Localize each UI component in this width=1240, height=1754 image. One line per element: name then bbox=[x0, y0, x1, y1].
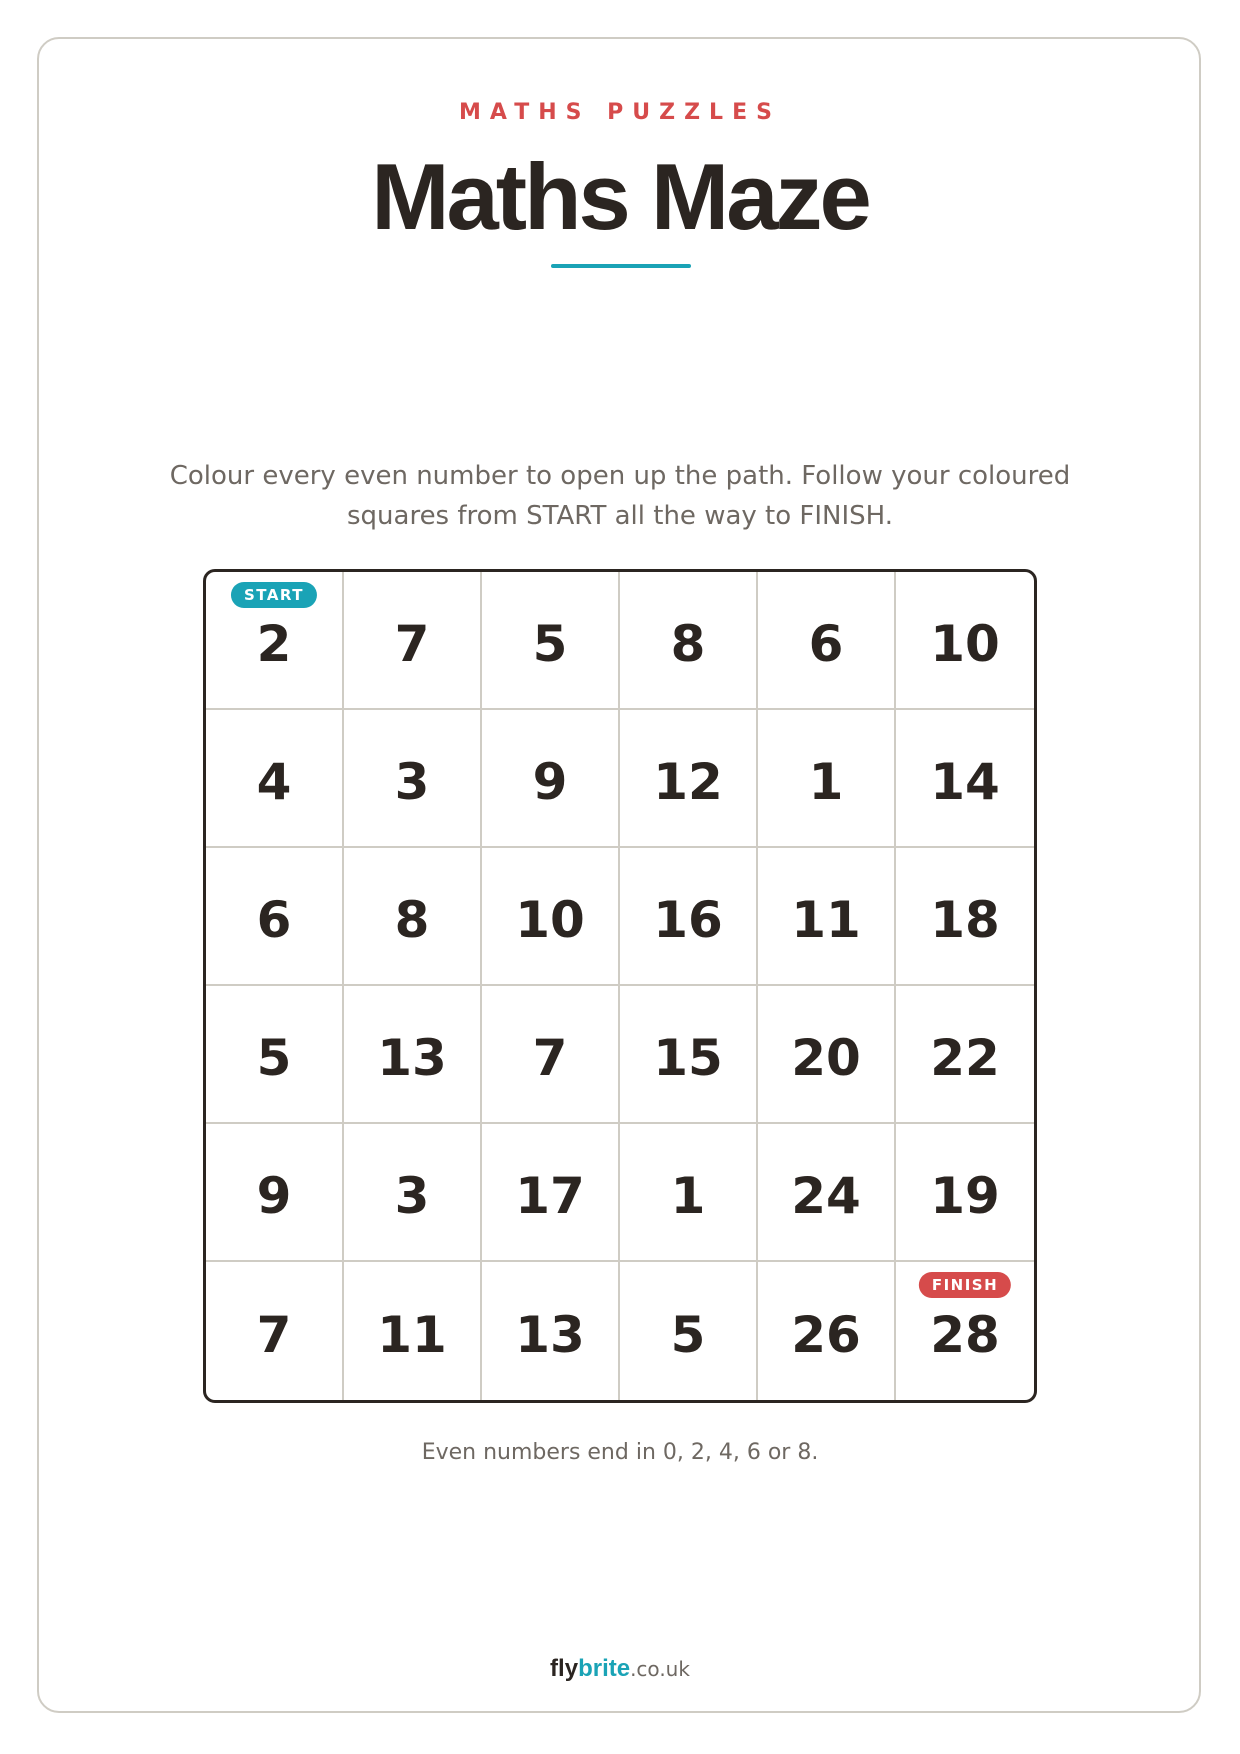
maze-cell[interactable] bbox=[896, 710, 1034, 848]
maze-cell[interactable] bbox=[896, 1262, 1034, 1400]
maze-cell[interactable] bbox=[482, 710, 620, 848]
maze-cell-number: 9 bbox=[532, 753, 568, 811]
instructions-line-1: Colour every even number to open up the path. Follow your coloured bbox=[169, 461, 1071, 491]
maze-cell-number: 11 bbox=[791, 891, 861, 949]
maze-cell-number: 12 bbox=[653, 753, 723, 811]
finish-badge: FINISH bbox=[919, 1272, 1011, 1298]
page-title: Maths Maze bbox=[371, 144, 869, 249]
brand-logo bbox=[0, 1655, 1240, 1683]
maze-cell[interactable] bbox=[620, 1262, 758, 1400]
maze-cell[interactable] bbox=[206, 1124, 344, 1262]
maze-cell-number: 6 bbox=[256, 891, 292, 949]
maze-cell-number: 10 bbox=[515, 891, 585, 949]
maze-cell[interactable] bbox=[620, 986, 758, 1124]
maze-cell[interactable] bbox=[896, 572, 1034, 710]
maze-cell-number: 13 bbox=[377, 1029, 447, 1087]
maze-cell[interactable] bbox=[758, 1124, 896, 1262]
maze-cell-number: 6 bbox=[808, 615, 844, 673]
maze-cell[interactable] bbox=[620, 848, 758, 986]
maze-cell-number: 5 bbox=[256, 1029, 292, 1087]
maze-cell[interactable] bbox=[344, 710, 482, 848]
maze-cell-number: 22 bbox=[930, 1029, 1000, 1087]
maze-cell[interactable] bbox=[344, 986, 482, 1124]
maze-cell[interactable] bbox=[482, 986, 620, 1124]
maze-cell-number: 18 bbox=[930, 891, 1000, 949]
maze-cell[interactable] bbox=[206, 848, 344, 986]
maze-cell-number: 13 bbox=[515, 1306, 585, 1364]
maze-cell[interactable] bbox=[620, 710, 758, 848]
maze-cell-number: 7 bbox=[532, 1029, 568, 1087]
maze-cell[interactable] bbox=[620, 572, 758, 710]
maze-cell[interactable] bbox=[896, 986, 1034, 1124]
maze-cell-number: 28 bbox=[930, 1306, 1000, 1364]
brand-domain: .co.uk bbox=[630, 1657, 690, 1681]
maze-cell-number: 4 bbox=[256, 753, 292, 811]
maze-cell-number: 8 bbox=[394, 891, 430, 949]
maze-cell[interactable] bbox=[758, 1262, 896, 1400]
maze-cell[interactable] bbox=[344, 572, 482, 710]
maze-cell-number: 7 bbox=[256, 1306, 292, 1364]
maze-cell-number: 5 bbox=[532, 615, 568, 673]
maze-cell[interactable] bbox=[896, 848, 1034, 986]
maze-cell[interactable] bbox=[896, 1124, 1034, 1262]
maze-cell-number: 5 bbox=[670, 1306, 706, 1364]
maze-cell-number: 16 bbox=[653, 891, 723, 949]
maze-cell[interactable] bbox=[344, 1262, 482, 1400]
maze-cell[interactable] bbox=[206, 572, 344, 710]
maze-cell-number: 1 bbox=[808, 753, 844, 811]
maze-cell[interactable] bbox=[482, 572, 620, 710]
brand-brite: brite bbox=[578, 1655, 631, 1682]
maze-cell-number: 3 bbox=[394, 1167, 430, 1225]
maze-cell-number: 15 bbox=[653, 1029, 723, 1087]
maze-cell[interactable] bbox=[206, 1262, 344, 1400]
maze-cell[interactable] bbox=[758, 986, 896, 1124]
maze-cell-number: 14 bbox=[930, 753, 1000, 811]
maze-cell[interactable] bbox=[620, 1124, 758, 1262]
maze-cell[interactable] bbox=[482, 1124, 620, 1262]
maze-cell[interactable] bbox=[206, 710, 344, 848]
maze-cell[interactable] bbox=[344, 848, 482, 986]
maze-cell-number: 11 bbox=[377, 1306, 447, 1364]
maze-cell-number: 26 bbox=[791, 1306, 861, 1364]
hint-text: Even numbers end in 0, 2, 4, 6 or 8. bbox=[421, 1440, 819, 1465]
maze-cell[interactable] bbox=[758, 710, 896, 848]
maze-cell[interactable] bbox=[482, 848, 620, 986]
maze-cell-number: 20 bbox=[791, 1029, 861, 1087]
maze-cell-number: 3 bbox=[394, 753, 430, 811]
maze-cell-number: 19 bbox=[930, 1167, 1000, 1225]
instructions-line-2: squares from START all the way to FINISH. bbox=[346, 501, 894, 531]
title-underline bbox=[551, 264, 691, 268]
maze-cell-number: 9 bbox=[256, 1167, 292, 1225]
maze-cell-number: 7 bbox=[394, 615, 430, 673]
brand-fly: fly bbox=[550, 1655, 579, 1682]
maze-cell-number: 24 bbox=[791, 1167, 861, 1225]
maze-cell[interactable] bbox=[482, 1262, 620, 1400]
maze-cell-number: 2 bbox=[256, 615, 292, 673]
maze-cell-number: 8 bbox=[670, 615, 706, 673]
start-badge: START bbox=[231, 582, 317, 608]
maze-cell-number: 10 bbox=[930, 615, 1000, 673]
maze-cell[interactable] bbox=[344, 1124, 482, 1262]
eyebrow-label: MATHS PUZZLES bbox=[459, 100, 781, 125]
maze-cell-number: 1 bbox=[670, 1167, 706, 1225]
maze-cell-number: 17 bbox=[515, 1167, 585, 1225]
maze-grid bbox=[203, 569, 1037, 1403]
instructions bbox=[140, 456, 1100, 536]
maze-cell[interactable] bbox=[758, 848, 896, 986]
maze-cell[interactable] bbox=[206, 986, 344, 1124]
maze-cell[interactable] bbox=[758, 572, 896, 710]
